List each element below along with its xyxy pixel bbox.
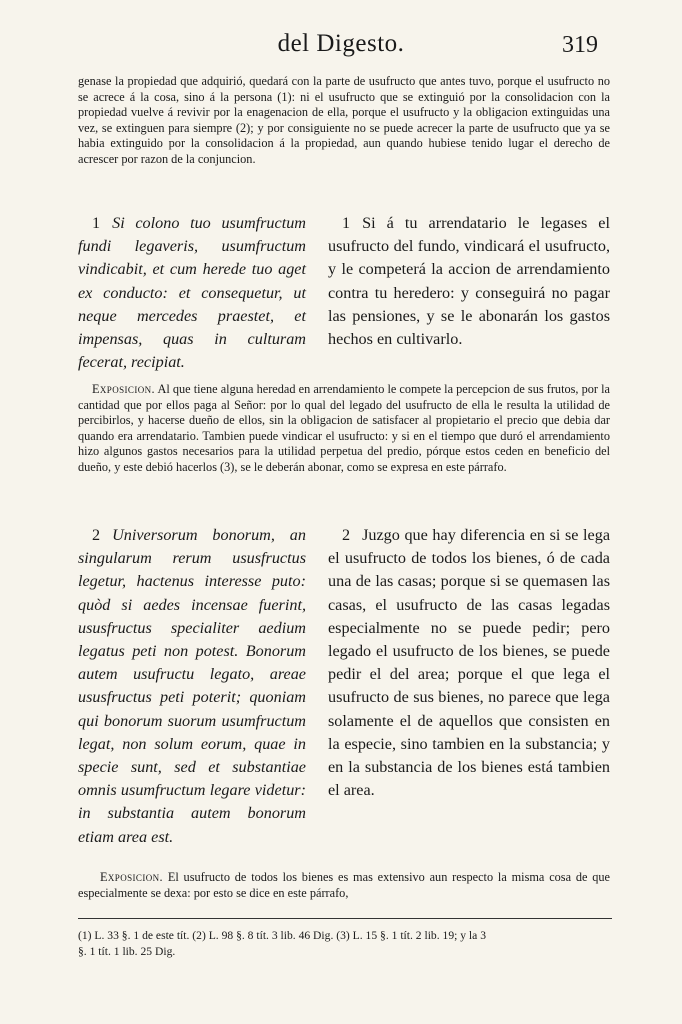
- intro-paragraph-block: [78, 74, 610, 168]
- section-1-spanish-text: Si á tu arrendatario le legases el usufructo del fundo, vindicará el usufructo, y le competerá la accion de arrendamiento contra tu heredero: y conseguirá no pagar las pensiones, y se le abonarán los gastos hechos en cultivarlo.: [328, 214, 610, 349]
- section-2-spanish-number: 2: [342, 526, 351, 544]
- section-2-spanish-text: Juzgo que hay diferencia en si se lega el usufructo de todos los bienes, ó de cada una de las casas; porque si se quemasen las casas, el usufructo de las casas legadas especialmente no se puede pedir; pero legado el usufructo de los bienes, se puede pedir el del area; porque el que lega el usufructo de sus bienes, no parece que lega solamente el de aquellos que consisten en la especie, sino tambien en la substancia; y en la substancia de los bienes está tambien el area.: [328, 526, 610, 800]
- section-1-latin-column: [78, 212, 306, 374]
- section-1-spanish-column: [328, 212, 610, 374]
- exposicion-2-text: El usufructo de todos los bienes es mas extensivo aun respecto la misma cosa de que especialmente se dexa: por esto se dice en este párrafo,: [78, 870, 611, 900]
- footnote-line-1: (1) L. 33 §. 1 de este tít. (2) L. 98 §. 8 tít. 3 lib. 46 Dig. (3) L. 15 §. 1 tít. 2 lib. 19; y la 3: [78, 929, 486, 942]
- section-1-latin-number: 1: [92, 214, 101, 232]
- section-1-spanish-paragraph: [328, 212, 610, 351]
- exposicion-2-block: [78, 870, 610, 901]
- exposicion-2-label: Exposicion.: [100, 870, 163, 884]
- section-1-latin-text: Si colono tuo usumfructum fundi legaveris, usumfructum vindicabit, et cum herede tuo aget ex conducto: et consequetur, ut neque mercedes praestet, et impensas, quas in culturam fecerat, recipiat.: [78, 214, 306, 372]
- exposicion-2-paragraph: [78, 870, 610, 901]
- intro-paragraph: genase la propiedad que adquirió, quedará con la parte de usufructo que antes tuvo, porque el usufructo no se acrece á la cosa, sino á la persona (1): ni el usufructo que se extinguió por la consolidacion con la propiedad vuelve á revivir por la enagenacion de ella, porque el usufructo y la obligacion extinguidas una vez, se extinguen para siempre (2); y por consiguiente no se puede acrecer la parte de usufructo que ya se habia extinguido por la consolidacion á la propiedad, aun quando hubiese tenido lugar el derecho de acrescer por razon de la conjuncion.: [78, 74, 610, 166]
- exposicion-1-block: [78, 382, 610, 476]
- section-2-latin-paragraph: [78, 524, 306, 849]
- exposicion-1-text: Al que tiene alguna heredad en arrendamiento le compete la percepcion de sus frutos, por la cantidad que por ellos paga al Señor: por lo qual del legado del usufructo de ella le resulta la utilidad de percibirlos, y hacerse dueño de ellos, sin la obligacion de satisfacer al propietario el precio que debia dar quando era arrendatario. Tambien puede vindicar el usufructo: y si en el tiempo que duró el arrendamiento hizo algunos gastos necesarios para la utilidad perpetua del predio, pórque estos ceden en beneficio del dueño, y este debió hacerlos (3), se le deberán abonar, como se expresa en este párrafo.: [78, 382, 610, 474]
- section-2-latin-text: Universorum bonorum, an singularum rerum ususfructus legetur, hactenus interesse puto: quòd si aedes incensae fuerint, ususfructus specialiter aedium legatus peti non potest. Bonorum autem usufructu legato, areae ususfructus peti poterit; quoniam qui bonorum suorum usumfructum legat, non solum eorum, quae in specie sunt, sed et substantiae omnis usumfructum legare videtur: in substantia autem bonorum etiam area est.: [78, 526, 306, 846]
- footnote-line-2: §. 1 tít. 1 lib. 25 Dig.: [78, 945, 176, 958]
- section-2-spanish-paragraph: [328, 524, 610, 802]
- section-2-latin-number: 2: [92, 526, 101, 544]
- exposicion-1-paragraph: [78, 382, 610, 476]
- footnotes: [78, 928, 618, 960]
- page-number: 319: [562, 32, 598, 58]
- section-1: [78, 212, 610, 374]
- section-1-latin-paragraph: [78, 212, 306, 374]
- exposicion-1-label: Exposicion.: [92, 382, 155, 396]
- section-2-spanish-column: [328, 524, 610, 849]
- footnote-divider: [78, 918, 612, 919]
- page-header: [0, 30, 682, 64]
- section-2: [78, 524, 610, 849]
- section-1-spanish-number: 1: [342, 214, 351, 232]
- running-title: del Digesto.: [277, 30, 405, 57]
- section-2-latin-column: [78, 524, 306, 849]
